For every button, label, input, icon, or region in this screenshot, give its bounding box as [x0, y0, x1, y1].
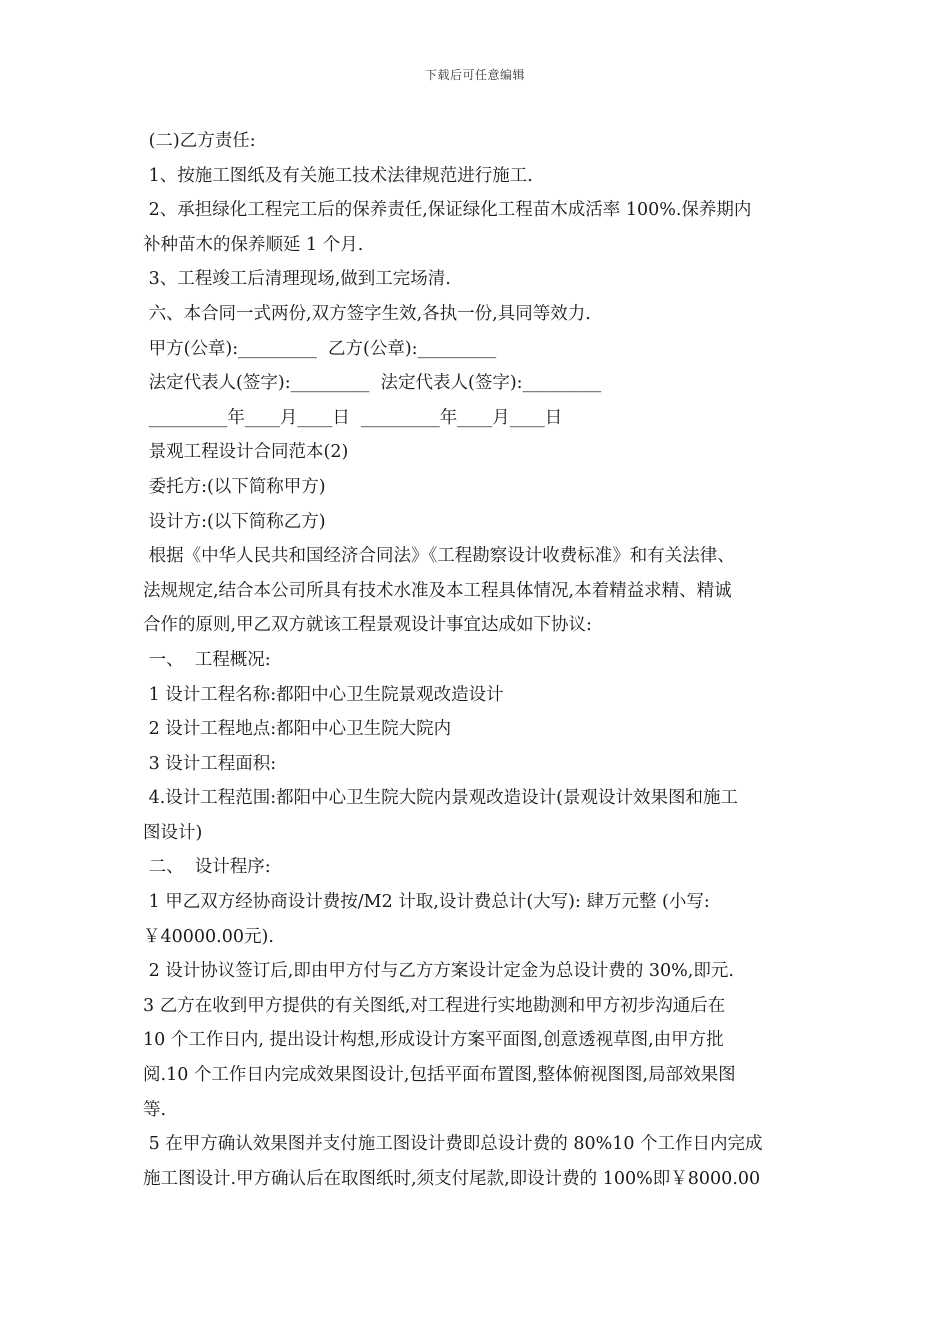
text-line: 3 设计工程面积:: [143, 753, 277, 774]
text-line: 3、工程竣工后清理现场,做到工完场清.: [143, 269, 451, 290]
text-line: 3 乙方在收到甲方提供的有关图纸,对工程进行实地勘测和甲方初步沟通后在: [143, 995, 726, 1016]
text-line: 法规规定,结合本公司所具有技术水准及本工程具体情况,本着精益求精、精诚: [143, 580, 732, 601]
text-line: 委托方:(以下简称甲方): [143, 476, 326, 497]
text-line: 5 在甲方确认效果图并支付施工图设计费即总设计费的 80%10 个工作日内完成: [143, 1134, 763, 1155]
text-line: 10 个工作日内, 提出设计构想,形成设计方案平面图,创意透视草图,由甲方批: [143, 1030, 724, 1051]
text-line: 阅.10 个工作日内完成效果图设计,包括平面布置图,整体俯视图图,局部效果图: [143, 1065, 736, 1086]
text-line: 1 设计工程名称:都阳中心卫生院景观改造设计: [143, 684, 504, 705]
text-line: 2 设计协议签订后,即由甲方付与乙方方案设计定金为总设计费的 30%,即元.: [143, 961, 734, 982]
text-line: 合作的原则,甲乙双方就该工程景观设计事宜达成如下协议:: [143, 615, 592, 636]
text-line: 补种苗木的保养顺延 1 个月.: [143, 234, 364, 255]
text-line: 1、按施工图纸及有关施工技术法律规范进行施工.: [143, 165, 533, 186]
date-line: _________年____月____日 _________年____月____日: [143, 407, 563, 428]
text-line: 图设计): [143, 822, 203, 843]
document-body: [143, 124, 815, 1196]
signature-line: 法定代表人(签字):_________ 法定代表人(签字):_________: [143, 373, 602, 394]
text-line: 施工图设计.甲方确认后在取图纸时,须支付尾款,即设计费的 100%即￥8000.00: [143, 1168, 761, 1189]
text-line: 2 设计工程地点:都阳中心卫生院大院内: [143, 719, 452, 740]
page-header-note: 下载后可任意编辑: [424, 68, 525, 82]
section-title: 景观工程设计合同范本(2): [143, 442, 349, 463]
text-line: 根据《中华人民共和国经济合同法》《工程勘察设计收费标准》和有关法律、: [143, 546, 735, 567]
text-line: 1 甲乙双方经协商设计费按/M2 计取,设计费总计(大写): 肆万元整 (小写:: [143, 892, 710, 913]
text-line: 等.: [143, 1099, 167, 1120]
text-line: 4.设计工程范围:都阳中心卫生院大院内景观改造设计(景观设计效果图和施工: [143, 788, 738, 809]
signature-line: 甲方(公章):_________ 乙方(公章):_________: [143, 338, 497, 359]
text-line: 设计方:(以下简称乙方): [143, 511, 326, 532]
text-line: 2、承担绿化工程完工后的保养责任,保证绿化工程苗木成活率 100%.保养期内: [143, 200, 752, 221]
section-heading: 一、 工程概况:: [143, 649, 271, 670]
text-line: 六、本合同一式两份,双方签字生效,各执一份,具同等效力.: [143, 303, 591, 324]
section-heading: 二、 设计程序:: [143, 857, 271, 878]
text-line: (二)乙方责任:: [143, 131, 256, 151]
text-line: ￥40000.00元).: [143, 926, 274, 947]
